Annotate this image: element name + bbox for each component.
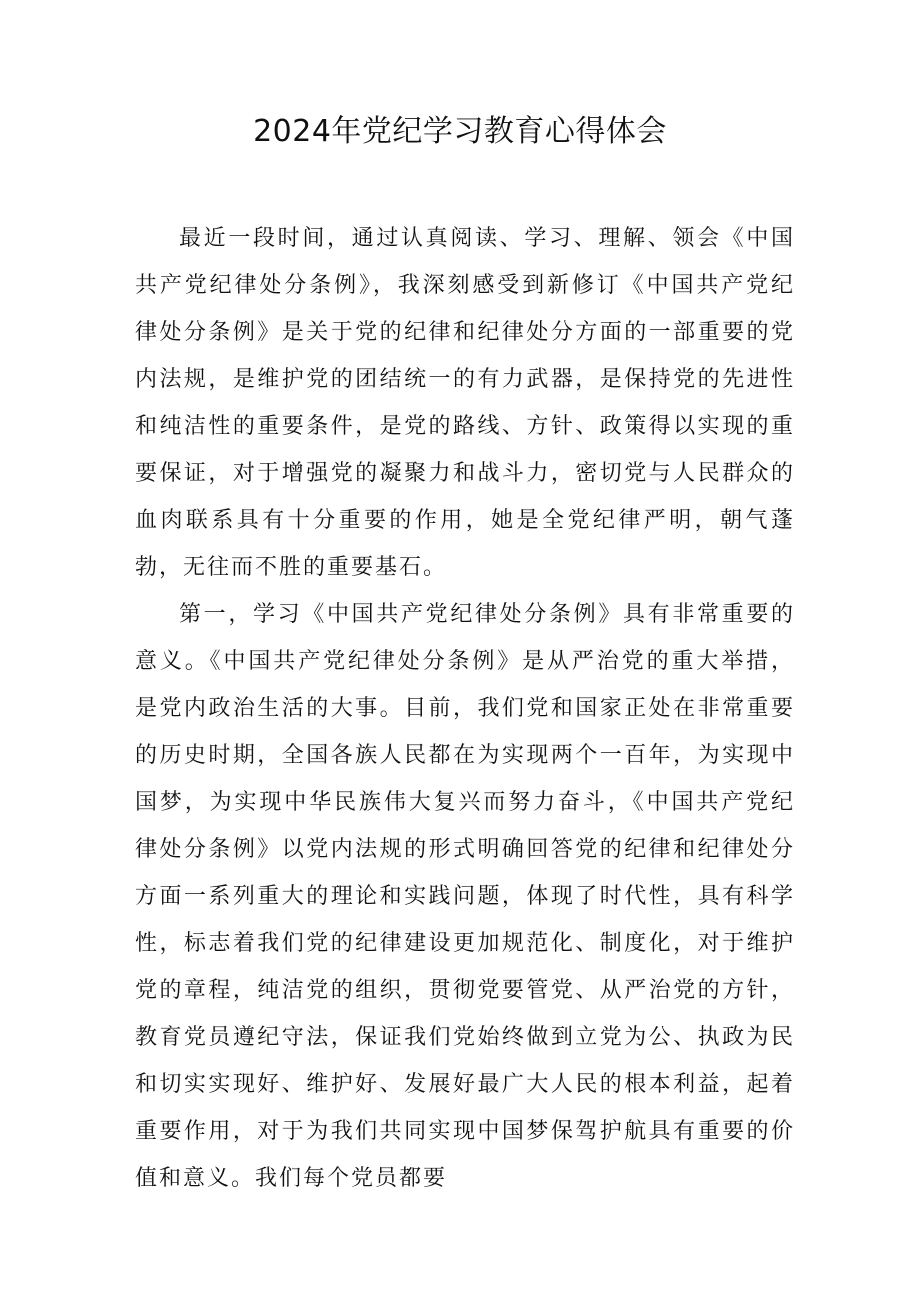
paragraph-intro: 最近一段时间，通过认真阅读、学习、理解、领会《中国共产党纪律处分条例》，我深刻感受到新修订《中国共产党纪律处分条例》是关于党的纪律和纪律处分方面的一部重要的党内法规，是维护党的团结统一的有力武器，是保持党的先进性和纯洁性的重要条件，是党的路线、方针、政策得以实现的重要保证，对于增强党的凝聚力和战斗力，密切党与人民群众的血肉联系具有十分重要的作用，她是全党纪律严明，朝气蓬勃，无往而不胜的重要基石。 <box>135 226 795 580</box>
document-title: 2024年党纪学习教育心得体会 <box>253 114 667 149</box>
document-body <box>135 215 795 1202</box>
paragraph-first-point: 第一，学习《中国共产党纪律处分条例》具有非常重要的意义。《中国共产党纪律处分条例》是从严治党的重大举措，是党内政治生活的大事。目前，我们党和国家正处在非常重要的历史时期，全国各族人民都在为实现两个一百年，为实现中国梦，为实现中华民族伟大复兴而努力奋斗，《中国共产党纪律处分条例》以党内法规的形式明确回答党的纪律和纪律处分方面一系列重大的理论和实践问题，体现了时代性，具有科学性，标志着我们党的纪律建设更加规范化、制度化，对于维护党的章程，纯洁党的组织，贯彻党要管党、从严治党的方针，教育党员遵纪守法，保证我们党始终做到立党为公、执政为民和切实实现好、维护好、发展好最广大人民的根本利益，起着重要作用，对于为我们共同实现中国梦保驾护航具有重要的价值和意义。我们每个党员都要 <box>135 602 795 1191</box>
